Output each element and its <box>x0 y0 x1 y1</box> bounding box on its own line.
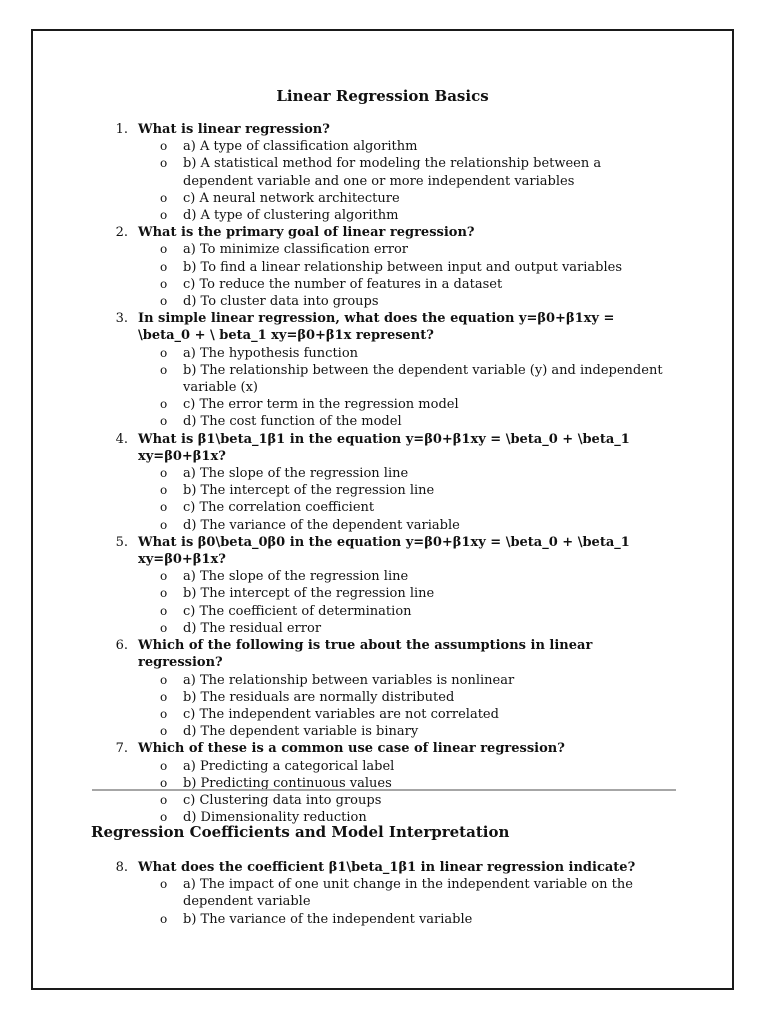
option-text: a) To minimize classification error <box>183 242 409 258</box>
page-title: Linear Regression Basics <box>276 87 489 105</box>
bullet-icon: o <box>160 190 168 205</box>
option-text: b) The residuals are normally distributed <box>183 689 455 705</box>
question-item <box>0 431 768 534</box>
answer-option <box>138 723 668 740</box>
bullet-icon: o <box>160 569 168 584</box>
option-text: d) The dependent variable is binary <box>183 724 419 740</box>
option-text: b) The intercept of the regression line <box>183 586 435 602</box>
answer-option <box>138 876 668 910</box>
option-list <box>138 672 668 741</box>
answer-option <box>138 758 668 775</box>
bullet-icon: o <box>160 362 168 377</box>
option-text: a) A type of classification algorithm <box>183 139 418 155</box>
bullet-icon: o <box>160 517 168 532</box>
bullet-icon: o <box>160 466 168 481</box>
bullet-icon: o <box>160 414 168 429</box>
question-item <box>0 224 768 310</box>
question-list-coefficients <box>0 859 768 928</box>
option-list <box>138 568 668 637</box>
option-list <box>138 345 668 431</box>
question-number: 2. <box>115 225 128 241</box>
option-list <box>138 241 668 310</box>
bullet-icon: o <box>160 500 168 515</box>
option-text: a) The slope of the regression line <box>183 466 409 482</box>
question-item <box>0 310 768 430</box>
answer-option <box>138 517 668 534</box>
option-list <box>138 138 668 224</box>
answer-option <box>138 672 668 689</box>
answer-option <box>138 603 668 620</box>
bullet-icon: o <box>160 689 168 704</box>
option-text: d) The cost function of the model <box>183 414 402 430</box>
answer-option <box>138 276 668 293</box>
answer-option <box>138 259 668 276</box>
bullet-icon: o <box>160 724 168 739</box>
question-text: What is β0\beta_0β0 in the equation y=β0+β1xy = \beta_0 + \beta_1 xy=β0+β1x? <box>138 534 630 568</box>
option-text: d) To cluster data into groups <box>183 294 379 310</box>
bullet-icon: o <box>160 345 168 360</box>
option-text: c) The coefficient of determination <box>183 603 412 619</box>
answer-option <box>138 465 668 482</box>
option-text: b) The relationship between the dependent variable (y) and independent variable (x) <box>183 362 663 396</box>
answer-option <box>138 499 668 516</box>
bullet-icon: o <box>160 758 168 773</box>
bullet-icon: o <box>160 877 168 892</box>
question-number: 4. <box>115 431 128 447</box>
question-text: In simple linear regression, what does the equation y=β0+β1xy = \beta_0 + \ beta_1 xy=β0+β1x represent? <box>138 311 615 344</box>
bullet-icon: o <box>160 603 168 618</box>
question-text: Which of the following is true about the assumptions in linear regression? <box>138 638 593 671</box>
answer-option <box>138 241 668 258</box>
bullet-icon: o <box>160 397 168 412</box>
option-text: c) The independent variables are not correlated <box>183 706 499 722</box>
bullet-icon: o <box>160 156 168 171</box>
option-list <box>138 758 668 827</box>
question-item <box>0 637 768 740</box>
option-text: d) Dimensionality reduction <box>183 810 367 826</box>
bullet-icon: o <box>160 775 168 790</box>
bullet-icon: o <box>160 276 168 291</box>
option-list <box>138 876 668 928</box>
option-text: d) The residual error <box>183 620 322 636</box>
option-text: c) The correlation coefficient <box>183 500 375 516</box>
answer-option <box>138 293 668 310</box>
question-text: What is linear regression? <box>138 122 330 137</box>
bullet-icon: o <box>160 911 168 926</box>
question-text: Which of these is a common use case of linear regression? <box>138 741 565 757</box>
answer-option <box>138 396 668 413</box>
bullet-icon: o <box>160 620 168 635</box>
bullet-icon: o <box>160 792 168 807</box>
answer-option <box>138 689 668 706</box>
bullet-icon: o <box>160 706 168 721</box>
question-number: 7. <box>115 741 128 757</box>
answer-option <box>138 138 668 155</box>
option-text: b) The variance of the independent variable <box>183 911 473 927</box>
bullet-icon: o <box>160 672 168 687</box>
answer-option <box>138 155 668 189</box>
question-number: 5. <box>115 534 128 550</box>
question-number: 6. <box>115 638 128 654</box>
option-text: a) The slope of the regression line <box>183 569 409 585</box>
answer-option <box>138 706 668 723</box>
answer-option <box>138 362 668 396</box>
option-text: c) A neural network architecture <box>183 190 400 206</box>
question-number: 1. <box>115 122 128 137</box>
bullet-icon: o <box>160 483 168 498</box>
option-text: b) Predicting continuous values <box>183 775 392 791</box>
option-text: a) The hypothesis function <box>183 345 359 361</box>
option-text: b) To find a linear relationship between input and output variables <box>183 259 623 275</box>
option-list <box>138 465 668 534</box>
answer-option <box>138 620 668 637</box>
question-item <box>0 534 768 637</box>
question-number: 8. <box>115 860 128 875</box>
question-number: 3. <box>115 311 128 327</box>
section-heading: Regression Coefficients and Model Interpretation <box>91 823 510 841</box>
option-text: b) A statistical method for modeling the relationship between a dependent variable and one or more independent variables <box>183 156 602 189</box>
option-text: c) To reduce the number of features in a dataset <box>183 276 503 292</box>
question-text: What is the primary goal of linear regression? <box>138 225 475 241</box>
bullet-icon: o <box>160 810 168 825</box>
bullet-icon: o <box>160 294 168 309</box>
option-text: a) Predicting a categorical label <box>183 758 395 774</box>
answer-option <box>138 585 668 602</box>
answer-option <box>138 190 668 207</box>
question-item <box>0 859 768 928</box>
option-text: a) The relationship between variables is nonlinear <box>183 672 515 688</box>
answer-option <box>138 413 668 430</box>
option-text: d) A type of clustering algorithm <box>183 208 399 224</box>
question-list <box>0 121 768 826</box>
option-text: b) The intercept of the regression line <box>183 483 435 499</box>
bullet-icon: o <box>160 208 168 223</box>
answer-option <box>138 568 668 585</box>
bullet-icon: o <box>160 586 168 601</box>
answer-option <box>138 207 668 224</box>
bullet-icon: o <box>160 259 168 274</box>
bullet-icon: o <box>160 242 168 257</box>
option-text: d) The variance of the dependent variable <box>183 517 460 533</box>
question-item <box>0 121 768 224</box>
bullet-icon: o <box>160 139 168 154</box>
answer-option <box>138 482 668 499</box>
question-text: What does the coefficient β1\beta_1β1 in linear regression indicate? <box>138 860 636 875</box>
option-text: c) The error term in the regression model <box>183 397 459 413</box>
option-text: c) Clustering data into groups <box>183 792 382 808</box>
answer-option <box>138 345 668 362</box>
question-item <box>0 740 768 826</box>
question-text: What is β1\beta_1β1 in the equation y=β0+β1xy = \beta_0 + \beta_1 xy=β0+β1x? <box>138 431 630 464</box>
option-text: a) The impact of one unit change in the independent variable on the dependent variable <box>183 877 633 910</box>
section-divider <box>92 789 676 791</box>
answer-option <box>138 792 668 809</box>
answer-option <box>138 911 668 928</box>
